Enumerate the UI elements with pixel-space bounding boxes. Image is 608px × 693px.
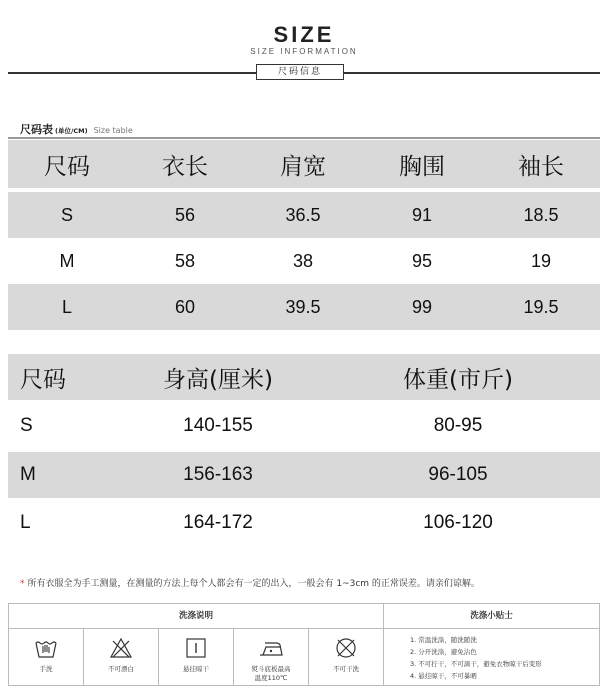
size-table [8, 140, 600, 330]
care-tips [384, 604, 599, 685]
table-cell: 164-172 [183, 512, 253, 533]
section-label: 尺码信息 [256, 64, 344, 80]
table-row [8, 238, 600, 284]
care-item-iron [234, 629, 309, 685]
caption-english: Size table [93, 126, 133, 135]
table-cell: 38 [292, 250, 314, 271]
header-cell: 体重(市斤) [316, 354, 600, 400]
table-cell: 36.5 [244, 192, 362, 238]
table-cell: 106-120 [423, 512, 493, 533]
page-subtitle: SIZE INFORMATION [250, 47, 358, 56]
table-cell: 18.5 [482, 192, 600, 238]
header-cell: 肩宽 [244, 140, 362, 188]
hand-wash-icon [33, 635, 59, 661]
table-cell: 80-95 [433, 415, 483, 436]
header-cell: 尺码 [8, 140, 126, 188]
table-row [8, 192, 600, 238]
table-cell: L [20, 512, 31, 533]
care-item-label: 熨斗底板最高 温度110℃ [251, 665, 291, 682]
header-cell: 尺码 [8, 354, 120, 400]
table-row [8, 400, 600, 452]
table-cell: 56 [126, 192, 244, 238]
table-cell: 96-105 [316, 452, 600, 498]
care-item-label: 不可漂白 [108, 665, 134, 673]
list-item: 4. 悬挂晾干，不可暴晒 [410, 672, 477, 680]
iron-icon [257, 635, 285, 661]
note-mark: * [20, 579, 25, 589]
care-instructions-title: 洗涤说明 [9, 604, 383, 629]
no-bleach-icon [108, 635, 134, 661]
caption-divider [8, 137, 600, 139]
header-cell: 袖长 [482, 140, 600, 188]
care-section [8, 603, 600, 686]
table-cell: 140-155 [183, 415, 253, 436]
table-row [8, 498, 600, 548]
list-item: 3. 不可拧干，不可滴干，避免衣物晾干后变形 [410, 660, 542, 668]
care-tips-title: 洗涤小贴士 [384, 604, 599, 629]
no-wring-icon [333, 635, 359, 661]
caption-unit: (单位/CM) [55, 127, 88, 135]
care-instructions [9, 604, 384, 685]
hang-dry-icon [183, 635, 209, 661]
fit-table-header [8, 354, 600, 400]
header-cell: 身高(厘米) [120, 354, 316, 400]
table-cell: 156-163 [120, 452, 316, 498]
care-item-no-bleach [84, 629, 159, 685]
table-cell: 95 [411, 250, 433, 271]
page-title: SIZE [273, 22, 335, 47]
measurement-note [20, 576, 480, 589]
size-table-caption [20, 121, 133, 137]
header-cell: 衣长 [126, 140, 244, 188]
table-cell: 91 [362, 192, 482, 238]
care-item-label: 悬挂晾干 [183, 665, 209, 673]
care-item-label: 手洗 [39, 665, 53, 673]
table-cell: 39.5 [244, 284, 362, 330]
table-row [8, 284, 600, 330]
table-cell: 60 [126, 284, 244, 330]
fit-table [8, 354, 600, 548]
list-item: 1. 常温洗涤，随洗随洗 [410, 636, 477, 644]
table-cell: 19 [530, 250, 552, 271]
care-item-label: 不可干洗 [333, 665, 359, 673]
table-cell: L [8, 284, 126, 330]
table-cell: S [20, 415, 33, 436]
table-cell: M [59, 250, 75, 271]
care-item-hand-wash [9, 629, 84, 685]
care-item-no-wring [309, 629, 383, 685]
table-cell: 99 [362, 284, 482, 330]
size-table-header [8, 140, 600, 188]
table-cell: S [8, 192, 126, 238]
care-item-hang-dry [159, 629, 234, 685]
table-row [8, 452, 600, 498]
table-cell: 19.5 [482, 284, 600, 330]
care-tips-list [410, 634, 542, 682]
caption-title: 尺码表 [20, 123, 53, 136]
table-cell: M [8, 452, 120, 498]
header-cell: 胸围 [362, 140, 482, 188]
care-icons [9, 629, 383, 685]
table-cell: 58 [174, 250, 196, 271]
list-item: 2. 分开洗涤，避免沾色 [410, 648, 477, 656]
note-text: 所有衣服全为手工测量，在测量的方法上每个人都会有一定的出入，一般会有 1~3cm 的正常误差。请亲们谅解。 [27, 579, 480, 589]
